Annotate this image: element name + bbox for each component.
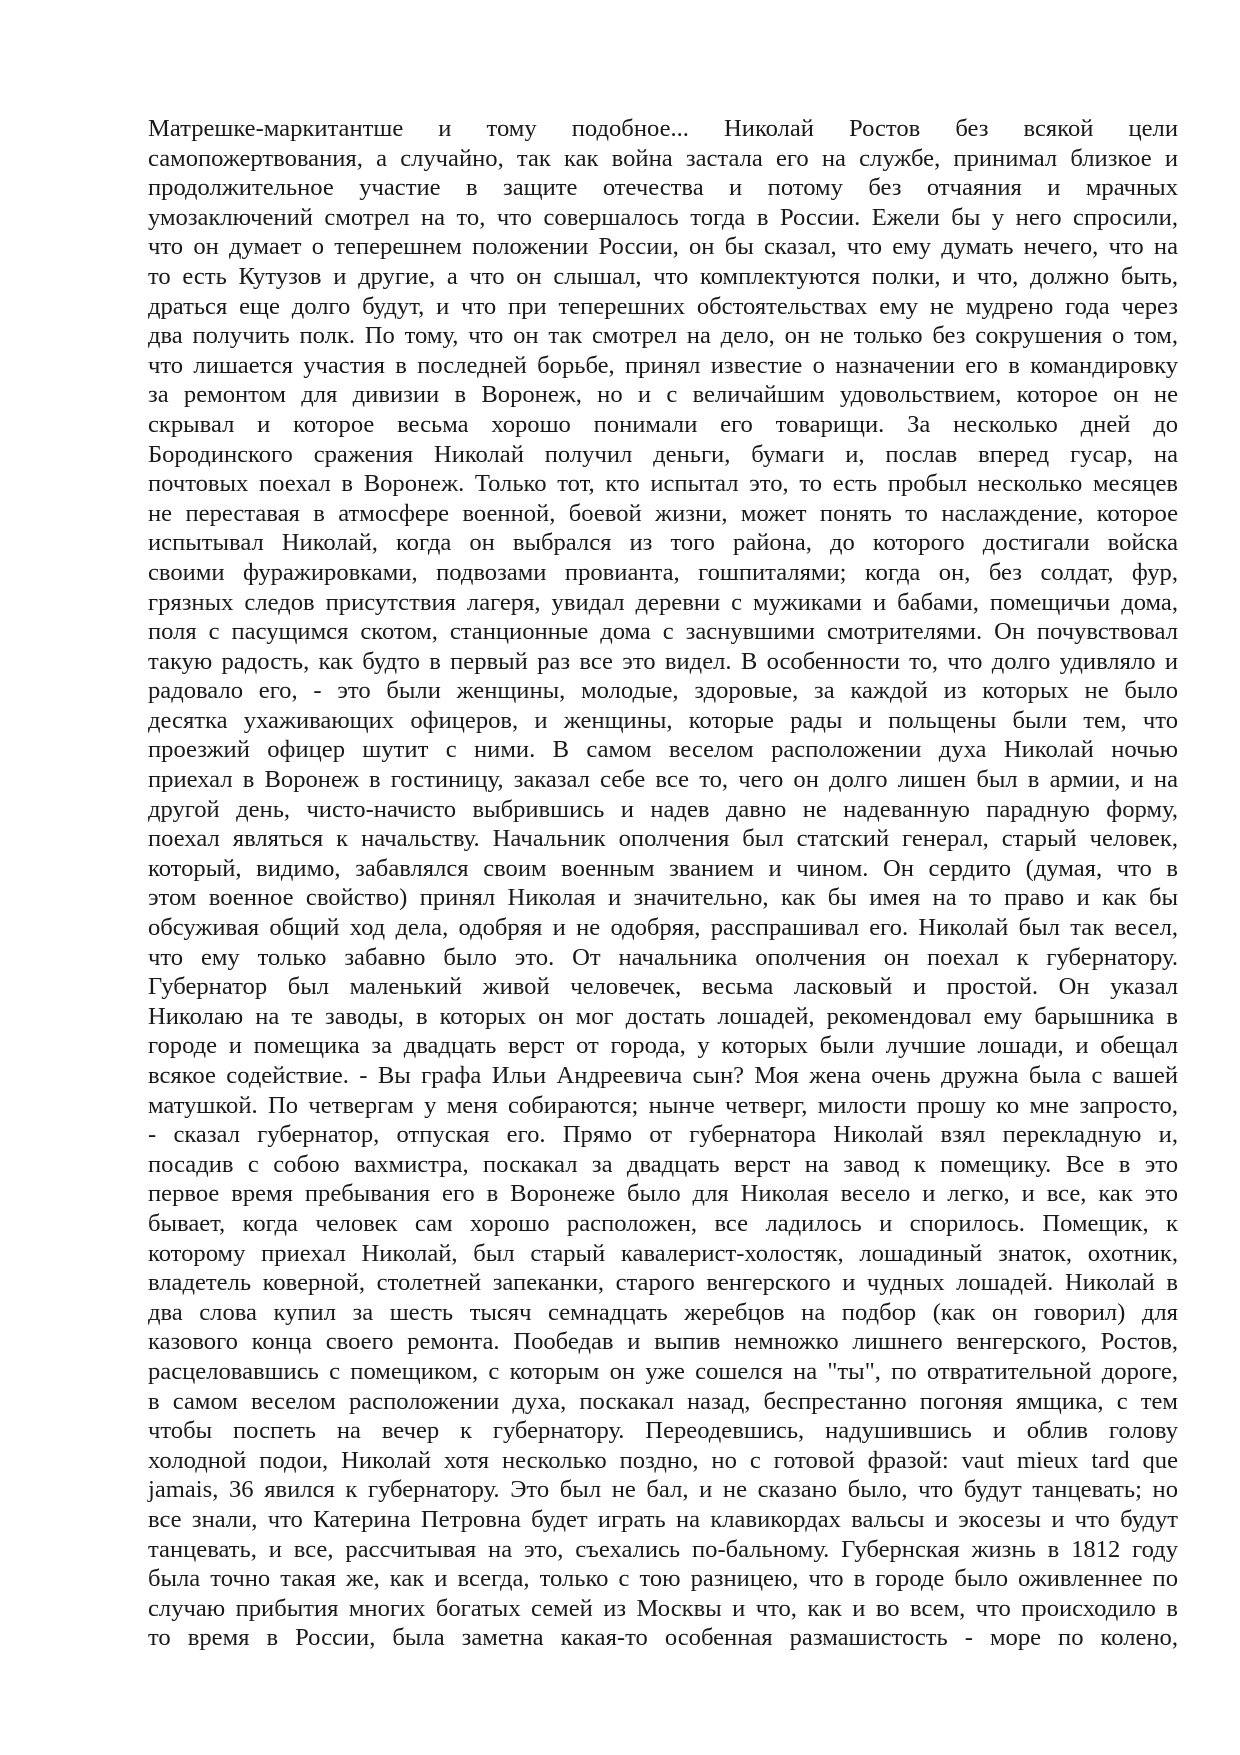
body-text [148, 114, 1178, 1653]
text-line: поехал являться к начальству. Начальник ополчения был статский генерал, старый человек, [148, 825, 1178, 853]
text-line: десятка ухаживающих офицеров, и женщины, которые рады и польщены были тем, что [148, 706, 1178, 734]
text-line: драться еще долго будут, и что при теперешних обстоятельствах ему не мудрено года через [148, 292, 1178, 320]
text-line: умозаключений смотрел на то, что совершалось тогда в России. Ежели бы у него спросили, [148, 203, 1178, 231]
text-line: этом военное свойство) принял Николая и значительно, как бы имея на то право и как бы [148, 884, 1178, 912]
text-line: - сказал губернатор, отпуская его. Прямо от губернатора Николай взял перекладную и, [148, 1121, 1178, 1149]
text-line: первое время пребывания его в Воронеже было для Николая весело и легко, и все, как это [148, 1180, 1178, 1208]
text-line: что лишается участия в последней борьбе, принял известие о назначении его в командировку [148, 351, 1178, 379]
text-line: была точно такая же, как и всегда, только с тою разницею, что в городе было оживленнее по [148, 1565, 1178, 1593]
text-line: почтовых поехал в Воронеж. Только тот, кто испытал это, то есть пробыл несколько месяцев [148, 470, 1178, 498]
text-line: jamais, 36 явился к губернатору. Это был не бал, и не сказано было, что будут танцевать; но [148, 1476, 1178, 1504]
text-line: два слова купил за шесть тысяч семнадцать жеребцов на подбор (как он говорил) для [148, 1298, 1178, 1326]
text-line: самопожертвования, а случайно, так как война застала его на службе, принимал близкое и [148, 144, 1178, 172]
text-line: в самом веселом расположении духа, поскакал назад, беспрестанно погоняя ямщика, с тем [148, 1387, 1178, 1415]
text-line: Николаю на те заводы, в которых он мог достать лошадей, рекомендовал ему барышника в [148, 1002, 1178, 1030]
text-line: чтобы поспеть на вечер к губернатору. Переодевшись, надушившись и облив голову [148, 1417, 1178, 1445]
text-line: Бородинского сражения Николай получил деньги, бумаги и, послав вперед гусар, на [148, 440, 1178, 468]
text-line: которому приехал Николай, был старый кавалерист-холостяк, лошадиный знаток, охотник, [148, 1239, 1178, 1267]
text-line: проезжий офицер шутит с ними. В самом веселом расположении духа Николай ночью [148, 736, 1178, 764]
text-line: всякое содействие. - Вы графа Ильи Андреевича сын? Моя жена очень дружна была с вашей [148, 1062, 1178, 1089]
text-line: который, видимо, забавлялся своим военным званием и чином. Он сердито (думая, что в [148, 854, 1178, 882]
text-line: расцеловавшись с помещиком, с которым он уже сошелся на "ты", по отвратительной дороге, [148, 1357, 1178, 1385]
text-line: приехал в Воронеж в гостиницу, заказал себе все то, чего он долго лишен был в армии, и на [148, 766, 1178, 794]
text-line: радовало его, - это были женщины, молодые, здоровые, за каждой из которых не было [148, 677, 1178, 705]
text-line: холодной подои, Николай хотя несколько поздно, но с готовой фразой: vaut mieux tard que [148, 1446, 1178, 1474]
text-line: все знали, что Катерина Петровна будет играть на клавикордах вальсы и экосезы и что будут [148, 1505, 1178, 1533]
text-line: посадив с собою вахмистра, поскакал за двадцать верст на завод к помещику. Все в это [148, 1150, 1178, 1178]
text-line: скрывал и которое весьма хорошо понимали его товарищи. За несколько дней до [148, 410, 1178, 438]
text-line: другой день, чисто-начисто выбрившись и надев давно не надеванную парадную форму, [148, 795, 1178, 823]
text-line: танцевать, и все, рассчитывая на это, съехались по-бальному. Губернская жизнь в 1812 году [148, 1535, 1178, 1563]
text-line: то время в России, была заметна какая-то особенная размашистость - море по колено, [148, 1624, 1178, 1652]
text-line: не переставая в атмосфере военной, боевой жизни, может понять то наслаждение, которое [148, 499, 1178, 527]
text-line: владетель коверной, столетней запеканки, старого венгерского и чудных лошадей. Николай в [148, 1269, 1178, 1297]
text-line: бывает, когда человек сам хорошо расположен, все ладилось и спорилось. Помещик, к [148, 1209, 1178, 1237]
text-line: испытывал Николай, когда он выбрался из того района, до которого достигали войска [148, 529, 1178, 557]
text-line: два получить полк. По тому, что он так смотрел на дело, он не только без сокрушения о том, [148, 322, 1178, 350]
text-line: что он думает о теперешнем положении России, он бы сказал, что ему думать нечего, что на [148, 233, 1178, 261]
text-line: за ремонтом для дивизии в Воронеж, но и с величайшим удовольствием, которое он не [148, 381, 1178, 409]
text-line: что ему только забавно было это. От начальника ополчения он поехал к губернатору. [148, 943, 1178, 971]
text-line: своими фуражировками, подвозами провианта, гошпиталями; когда он, без солдат, фур, [148, 558, 1178, 586]
text-line: казового конца своего ремонта. Пообедав и выпив немножко лишнего венгерского, Ростов, [148, 1328, 1178, 1356]
text-line: то есть Кутузов и другие, а что он слышал, что комплектуются полки, и что, должно быть, [148, 262, 1178, 290]
text-line: поля с пасущимся скотом, станционные дома с заснувшими смотрителями. Он почувствовал [148, 618, 1178, 646]
text-line: матушкой. По четвергам у меня собираются; нынче четверг, милости прошу ко мне запросто, [148, 1091, 1178, 1119]
text-line: Матрешке-маркитантше и тому подобное... Николай Ростов без всякой цели [148, 115, 1178, 142]
text-line: грязных следов присутствия лагеря, увидал деревни с мужиками и бабами, помещичьи дома, [148, 588, 1178, 616]
text-line: такую радость, как будто в первый раз все это видел. В особенности то, что долго удивляло и [148, 647, 1178, 675]
text-line: случаю прибытия многих богатых семей из Москвы и что, как и во всем, что происходило в [148, 1594, 1178, 1622]
text-line: Губернатор был маленький живой человечек, весьма ласковый и простой. Он указал [148, 973, 1178, 1001]
text-line: городе и помещика за двадцать верст от города, у которых были лучшие лошади, и обещал [148, 1032, 1178, 1060]
text-line: продолжительное участие в защите отечества и потому без отчаяния и мрачных [148, 174, 1178, 202]
text-line: обсуживая общий ход дела, одобряя и не одобряя, расспрашивал его. Николай был так весел, [148, 914, 1178, 942]
